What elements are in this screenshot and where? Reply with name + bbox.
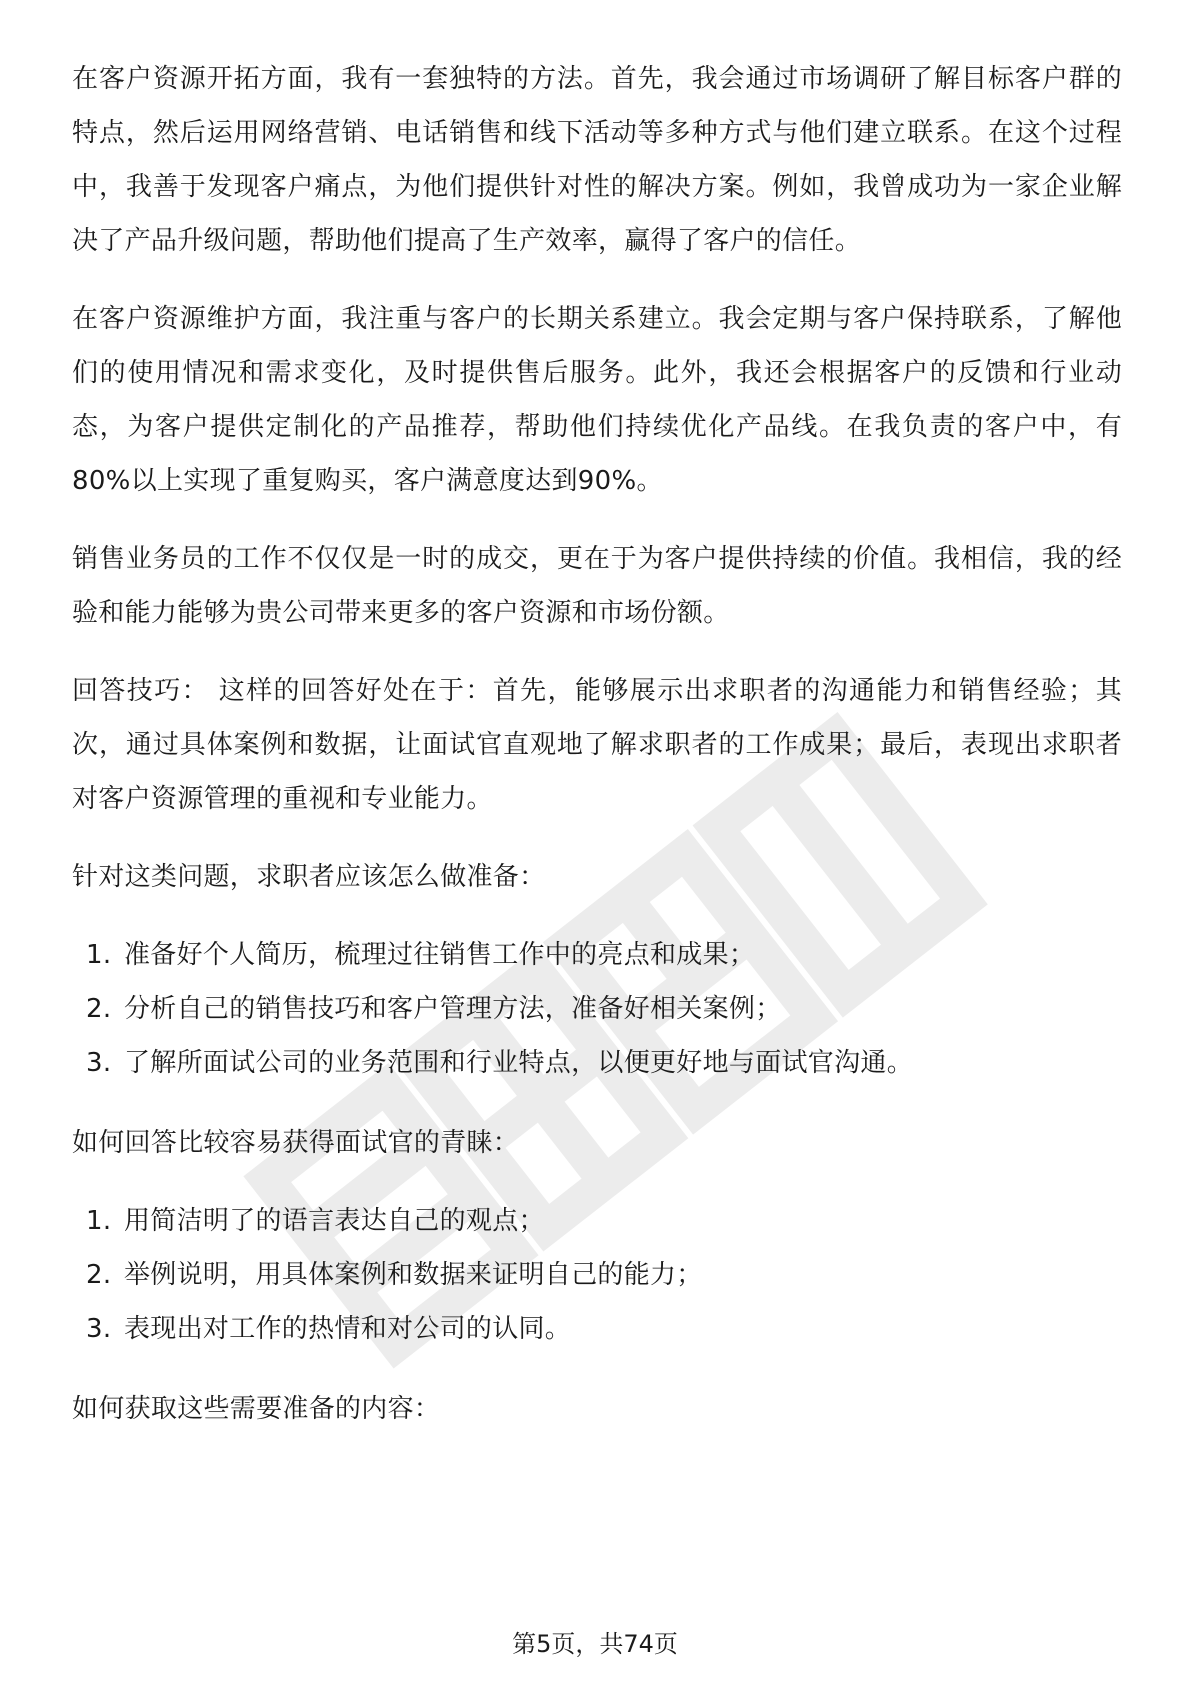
list-item-text: 表现出对工作的热情和对公司的认同。 <box>124 1314 572 1344</box>
list-item-number: 3. <box>86 1314 112 1344</box>
list-item-text: 准备好个人简历，梳理过往销售工作中的亮点和成果； <box>124 940 756 970</box>
paragraph-value-statement: 销售业务员的工作不仅仅是一时的成交，更在于为客户提供持续的价值。我相信，我的经验和能力能够为贵公司带来更多的客户资源和市场份额。 <box>72 544 1122 628</box>
list-item-number: 2. <box>86 994 112 1024</box>
list-item <box>72 1036 1122 1090</box>
document-body <box>72 52 1122 1460</box>
paragraph-client-development: 在客户资源开拓方面，我有一套独特的方法。首先，我会通过市场调研了解目标客户群的特点，然后运用网络营销、电话销售和线下活动等多种方式与他们建立联系。在这个过程中，我善于发现客户痛点，为他们提供针对性的解决方案。例如，我曾成功为一家企业解决了产品升级问题，帮助他们提高了生产效率，赢得了客户的信任。 <box>72 64 1122 256</box>
paragraph-answer-tips: 回答技巧： 这样的回答好处在于：首先，能够展示出求职者的沟通能力和销售经验；其次，通过具体案例和数据，让面试官直观地了解求职者的工作成果；最后，表现出求职者对客户资源管理的重视和专业能力。 <box>72 676 1122 814</box>
section-heading-answer-favor: 如何回答比较容易获得面试官的青睐： <box>72 1128 520 1158</box>
preparation-list <box>72 928 1122 1090</box>
section-heading-obtain-content: 如何获取这些需要准备的内容： <box>72 1394 441 1424</box>
list-item-number: 1. <box>86 1206 112 1236</box>
list-item <box>72 928 1122 982</box>
list-item-text: 分析自己的销售技巧和客户管理方法，准备好相关案例； <box>124 994 782 1024</box>
list-item <box>72 1194 1122 1248</box>
list-item-text: 了解所面试公司的业务范围和行业特点，以便更好地与面试官沟通。 <box>124 1048 914 1078</box>
list-item-text: 用简洁明了的语言表达自己的观点； <box>124 1206 545 1236</box>
list-item-number: 3. <box>86 1048 112 1078</box>
section-heading-preparation: 针对这类问题，求职者应该怎么做准备： <box>72 862 546 892</box>
list-item-text: 举例说明，用具体案例和数据来证明自己的能力； <box>124 1260 703 1290</box>
paragraph-client-maintenance: 在客户资源维护方面，我注重与客户的长期关系建立。我会定期与客户保持联系，了解他们的使用情况和需求变化，及时提供售后服务。此外，我还会根据客户的反馈和行业动态，为客户提供定制化的产品推荐，帮助他们持续优化产品线。在我负责的客户中，有80%以上实现了重复购买，客户满意度达到90%。 <box>72 304 1122 496</box>
list-item-number: 2. <box>86 1260 112 1290</box>
answer-favor-list <box>72 1194 1122 1356</box>
list-item <box>72 1248 1122 1302</box>
list-item <box>72 1302 1122 1356</box>
page-number: 第5页，共74页 <box>512 1630 678 1658</box>
list-item <box>72 982 1122 1036</box>
list-item-number: 1. <box>86 940 112 970</box>
